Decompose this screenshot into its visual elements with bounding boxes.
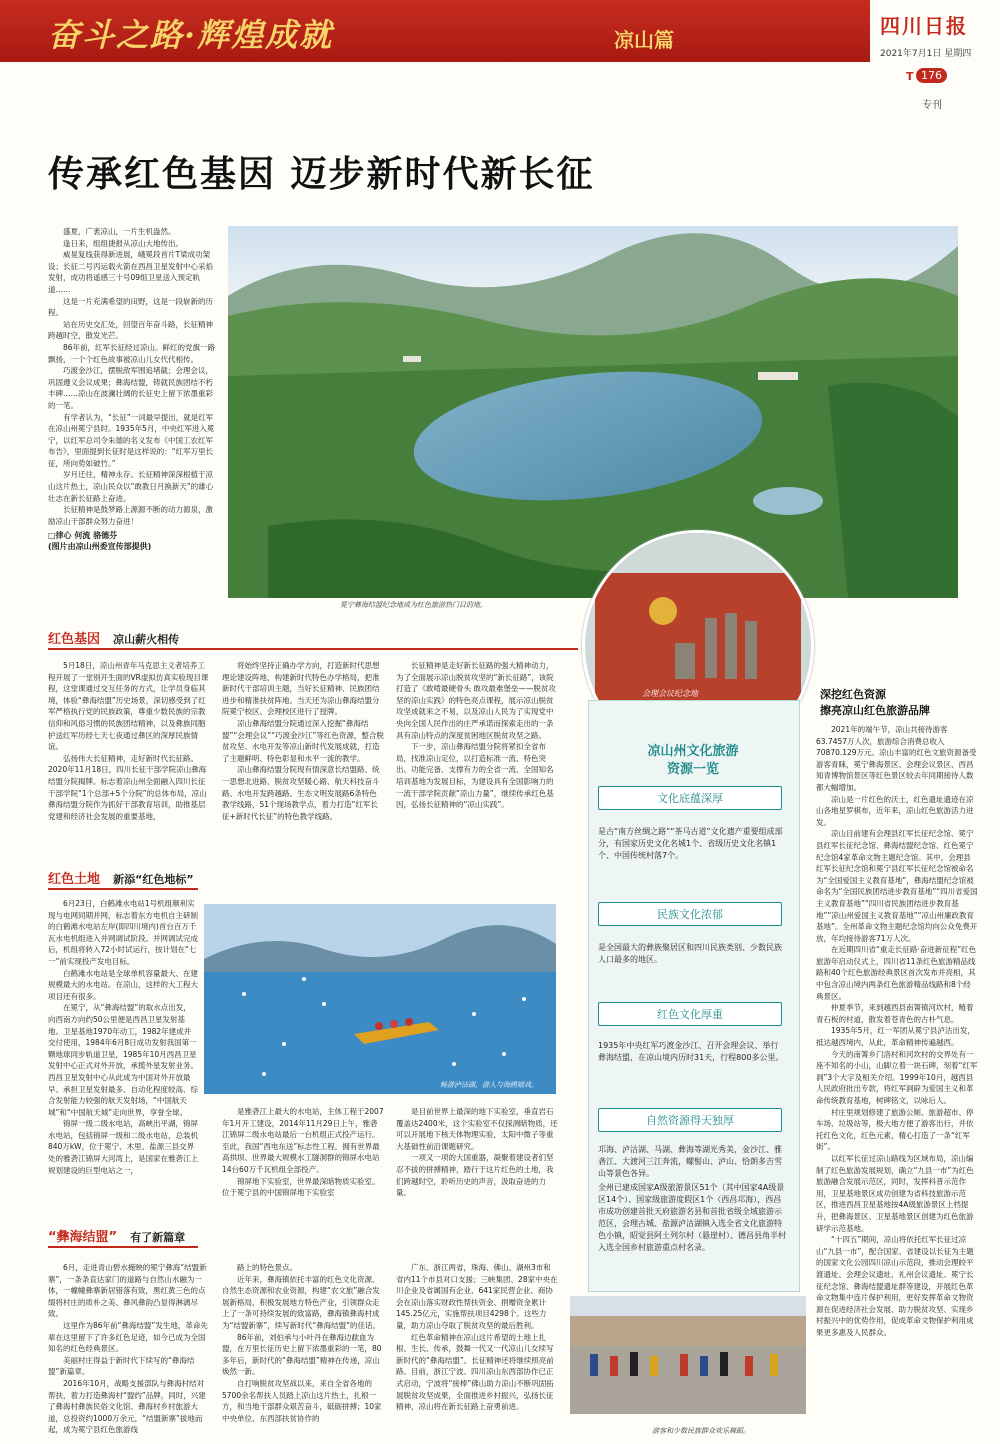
- info-pill-culture: 文化底蕴深厚: [598, 786, 782, 810]
- article-paragraph: 锦屏地下实验室，世界最深暗物质实验室。位于冕宁县的中国锦屏地下实验室: [222, 1176, 380, 1198]
- article-paragraph: 下一步，凉山彝海结盟分院将紧扣全省布局，找准凉山定位，以打造标准一流、特色突出、功能完备、支撑有力的全省一流、全国知名培训基地为发展目标，为建设具有全国影响力的一流干部学院贡献“凉山力量”，继续传承红色基因，弘扬长征精神的“凉山实践”。: [396, 742, 554, 810]
- article-paragraph: 1935年5月，红一军团从冕宁县泸沽出发，抵达越西境内，从此，革命精神传遍越西。: [816, 1026, 975, 1048]
- section-1-title: 红色基因: [48, 632, 101, 647]
- article-paragraph: 2021年的端午节，凉山共接待游客63.7457万人次，旅游综合消费总收入70870.129万元。凉山丰富的红色文旅资源备受游客青睐，冕宁彝海景区、会理会议景区、西昌知青博物馆景区等红色景区较去年同期接待人数都大幅增加。: [816, 725, 977, 792]
- s1-col2: [222, 660, 384, 822]
- s1-col1: [48, 660, 210, 822]
- article-paragraph: 凉山彝海结盟分院通过深入挖掘“彝海结盟”“会理会议”“巧渡金沙江”等红色资源，整合脱贫攻坚、水电开发等凉山新时代发展成就，打造了主题鲜明、特色彰显和水平一流的教学。: [222, 718, 384, 763]
- section-1-rule: [48, 648, 578, 650]
- s2-col1: [48, 898, 198, 1176]
- article-paragraph: 2016年10月，战略支援部队与彝海村结对帮扶，着力打造彝海村“盟约”品牌，同时，兴建了彝海村彝族民俗文化馆、彝海村乡村旅游大道，总投资约1000万余元，“结盟新寨”拔地而起，成为冕宁县红色旅游线: [48, 1378, 206, 1435]
- series-subtitle: 凉山篇: [614, 28, 674, 52]
- info-text-culture: 是古“南方丝绸之路”“茶马古道”文化遗产重要组成部分，有国家历史文化名城1个、省级历史文化名镇1个、中国传统村落7个。: [598, 827, 783, 860]
- series-title: 奋斗之路·辉煌成就: [48, 16, 334, 54]
- article-paragraph: 是雅砻江上最大的水电站，主体工程于2007年1月开工建设，2014年11月29日上午，雅砻江锦屏二级水电站最后一台机组正式投产运行。至此，我国“西电东送”标志性工程，拥有世界最高拱坝、世界最大规模水工隧洞群的锦屏水电站14台60万千瓦机组全部投产。: [222, 1107, 384, 1174]
- article-paragraph: 凉山彝海结盟分院现有情深意长结盟路、统一思想北进路、脱贫攻坚暖心路、航天科技奋斗路、水电开发跨越路、生态文明发展路6条特色教学线路，51个现场教学点，着力打造“红军长征+新时代长征”的特色教学线路。: [222, 765, 380, 821]
- section-4-heading: [820, 686, 930, 718]
- lugu-lake-photo: [204, 904, 556, 1094]
- page-number: 176: [916, 68, 947, 83]
- article-paragraph: 广东、浙江两省，珠海、佛山、湖州3市和省内11个市县对口支援；三峡集团、28家中央在川企业及省属国有企业、641家民营企业、商协会在凉山落实财政性帮扶资金、捐赠资金累计145.25亿元，实施帮扶项目4298个。这些力量，助力凉山夺取了脱贫攻坚的最后胜利。: [396, 1263, 558, 1330]
- intro-paragraph: 岁月迁往，精神永存。长征精神深深根植于凉山这片热土，凉山民众以“敢教日月换新天”的雄心壮志在新长征路上奋进。: [48, 470, 214, 503]
- article-paragraph: 锦屏一级二级水电站，高峡出平湖，锦屏水电站，包括锦屏一级和二级水电站，总装机840万kW，位于冕宁、木里、盐源三县交界处的雅砻江锦屏大河湾上，是国家在雅砻江上规划建设的巨型电站之一，: [48, 1119, 198, 1175]
- section-3-subtitle: 有了新篇章: [130, 1231, 186, 1244]
- article-paragraph: 凉山目前建有会理县红军长征纪念馆、冕宁县红军长征纪念馆、彝海结盟纪念馆、红色冕宁纪念馆4家革命文物主题纪念馆。其中，会理县红军长征纪念馆和冕宁县红军长征纪念馆被命名为“全国爱国主义教育基地”，彝海结盟纪念馆被命名为“全国民族团结进步教育基地”“四川省爱国主义教育基地”“四川省民族团结进步教育基地”“凉山州爱国主义教育基地”“凉山州廉政教育基地”。全州革命文物主题纪念馆均向公众免费开放，年均接待游客71万人次。: [816, 829, 978, 943]
- issue-date: 2021年7月1日 星期四: [880, 49, 972, 59]
- section-2-heading: [48, 868, 194, 887]
- info-pill-nature: 自然资源得天独厚: [598, 1108, 782, 1132]
- s4-column: [816, 724, 978, 1338]
- info-text-ethnic: 是全国最大的彝族聚居区和四川民族类别、少数民族人口最多的地区。: [598, 943, 782, 964]
- dance-photo-caption: 游客和少数民族群众欢乐舞蹈。: [652, 1427, 750, 1435]
- intro-paragraph: 威晃复线获得新进展，峨冕段首片T梁成功架设；长征二号丙运载火箭在西昌卫星发射中心采焰发射，成功将遥感三十号09组卫星送入预定轨道……: [48, 250, 213, 294]
- section-1-subtitle: 凉山薪火相传: [113, 633, 180, 646]
- section-2-rule: [48, 888, 198, 890]
- intro-paragraph: 盛夏，广袤凉山，一片生机盎然。: [63, 227, 176, 236]
- lake-photo-caption: 畅游泸沽湖，游人与海鸥嬉戏。: [440, 1081, 538, 1089]
- intro-paragraph: 长征精神是鼓梦路上源源不断的动力源泉，激励凉山干部群众努力奋进！: [48, 505, 213, 526]
- intro-paragraph: 86年前，红军长征经过凉山。鲜红的党旗一路飘扬，一个个红色故事被凉山儿女代代相传。: [48, 342, 216, 364]
- headline: 传承红色基因 迈步新时代新长征: [48, 154, 595, 195]
- byline: □律心 何流 骆德芬: [48, 531, 118, 541]
- intro-column: [48, 226, 218, 552]
- article-paragraph: 将始终坚持正确办学方向，打造新时代思想理论建设阵地，构建新时代特色办学格局，把准新时代干部培训主题，当好长征精神、民族团结进步和精准扶贫阵地。当天还为凉山彝海结盟分院冕宁校区、会理校区进行了授牌。: [222, 661, 380, 717]
- page-kind: 专刊: [922, 100, 942, 111]
- info-pill-red: 红色文化厚重: [598, 1002, 782, 1026]
- folk-dance-photo: [570, 1296, 806, 1414]
- article-paragraph: 今天的南箐乡门洛村和河坎村的交界处有一座不知名的小山，山脚立着一块石碑，刻着“红军洞”3个大字及相关介绍。1999年10月，越西县人民政府批出专款，将红军洞辟为爱国主义和革命传统教育基地，树碑铭文，以咏后人。: [816, 1049, 978, 1105]
- section-2-subtitle: 新添“红色地标”: [113, 873, 194, 886]
- article-paragraph: 在冕宁，从“彝海结盟”的取水点出发，向西南方向约50公里便是西昌卫星发射基地。卫星基地1970年动工，1982年建成并交付使用，1984年6月8日成功发射我国第一颗地球同步轨道卫星，1985年10月西昌卫星发射中心正式对外开放，承揽外星发射业务。西昌卫星发射中心从此成为中国对外开放最早、承担卫星发射最多、自动化程度较高、综合发射能力较强的航天发射场，“中国航天城”和“中国航天城”走向世界，享誉全球。: [48, 1003, 198, 1117]
- newspaper-name: 四川日报: [880, 14, 968, 38]
- s3-col2: [222, 1262, 384, 1424]
- main-photo-caption: 冕宁彝海结盟纪念地成为红色旅游热门目的地。: [340, 601, 487, 609]
- section-3-title: “彝海结盟”: [48, 1230, 118, 1245]
- article-paragraph: 红色革命精神在凉山这片希望的土地上扎根、生长、传承，鼓舞一代又一代凉山儿女续写新时代的“彝海结盟”。长征精神还将继续照亮前路。目前，浙江宁波、四川凉山东西部协作已正式启动，宁波将“接棒”佛山助力凉山不断巩固拓展脱贫攻坚成果，全面推进乡村振兴，弘扬长征精神，凉山将在新长征路上奋勇前进。: [396, 1332, 554, 1412]
- page-prefix: T: [906, 70, 914, 83]
- s2-col2: [222, 1106, 384, 1199]
- monument-label: 会理会议纪念地: [642, 689, 698, 698]
- article-paragraph: 近年来，彝海镇依托丰富的红色文化资源、自然生态资源和农业资源，构建“农文旅”融合发展新格局，积极发展地方特色产业，引领群众走上了一条可持续发展的致富路，彝海镇彝海村成为“结盟新寨”，续写新时代“彝海结盟”的佳话。: [222, 1274, 381, 1330]
- lake-aerial-photo: [228, 226, 958, 598]
- article-paragraph: 5月18日，凉山州青年马克思主义者培养工程开展了一堂别开生面的VR虚拟仿真实验现目课程，这堂课通过交互任务的方式，让学员身临其境，体验“彝海结盟”历史场景，深切感受到了红军严格执行党的民族政策，尊重少数民族的宗教信仰和风俗习惯的民族团结精神，以及彝族同胞护送红军历经七天七夜通过彝区的深厚民族情谊。: [48, 661, 209, 752]
- intro-paragraph: 逢日来，组组捷报从凉山大地传出。: [63, 238, 183, 248]
- section-3-heading: [48, 1226, 185, 1245]
- intro-paragraph: 这是一片充满希望的田野，这是一段崭新的历程。: [48, 296, 213, 318]
- article-paragraph: 一项又一项的大国重器，凝聚着建设者们坚忍不拔的拼搏精神，踏行于这片红色的土地，我们跨越时空，聆听历史的声音，汲取奋进的力量。: [396, 1153, 554, 1198]
- section-4-title-1: 深挖红色资源: [820, 688, 886, 701]
- section-1-heading: [48, 628, 179, 647]
- article-paragraph: 自打响脱贫攻坚战以来，来自全省各地的5700余名帮扶人员踏上凉山这片热土，扎根一方，和当地干部群众艰苦奋斗，砥砺拼搏；10家中央单位、东西部扶贫协作的: [222, 1378, 382, 1423]
- main-photo: [228, 226, 958, 598]
- photo-credit: (图片由凉山州委宣传部提供): [48, 542, 152, 552]
- s3-col1: [48, 1262, 210, 1436]
- article-paragraph: 这里作为86年前“彝海结盟”发生地，革命先辈在这里留下了许多红色足迹，如今已成为全国知名的红色经典景区。: [48, 1320, 208, 1354]
- info-box-title-1: 凉山州文化旅游: [647, 744, 739, 759]
- dance-photo: [570, 1296, 806, 1414]
- section-4-title-2: 擦亮凉山红色旅游品牌: [820, 704, 930, 717]
- article-paragraph: 是目前世界上最深的地下实验室，垂直岩石覆盖达2400米，这个实验室不仅探测暗物质，还可以开展地下核天体物理实验，太阳中微子等重大基础性前沿课题研究。: [396, 1107, 558, 1151]
- article-paragraph: 美丽村庄得益于新时代下续写的“彝海结盟”新篇章。: [48, 1355, 195, 1377]
- info-pill-ethnic: 民族文化浓郁: [598, 902, 782, 926]
- info-text-tourism: 全州已建成国家A级旅游景区51个（其中国家4A级景区14个）、国家级旅游度假区1个（西昌邛海），西昌市成功创建首批天府旅游名县和首批省级全域旅游示范区，会理古城、盐源泸沽湖镇入选全省文化旅游特色小镇，昭觉县阿土列尔村（悬崖村）、德昌县角半村入选全国乡村旅游重点村名录。: [598, 1183, 786, 1252]
- article-paragraph: 村庄里规划修建了旅游公厕、旅游超市、停车场、垃圾站等，极大地方便了游客出行，并依托红色文化，红色元素，精心打造了一条“红军街”。: [816, 1107, 974, 1152]
- info-box-title-2: 资源一览: [666, 762, 719, 777]
- section-2-title: 红色土地: [48, 872, 101, 887]
- article-paragraph: 仲夏季节，来到越西县南箐镇河坎村，鲢着青石板的村道，散发着苍青色的古朴气息。: [816, 1003, 974, 1024]
- article-paragraph: 6月23日，白鹤滩水电站1号机组顺利实现与电网同期并网，标志着东方电机自主研制的白鹤滩水电站左岸(即四川境内)首台百万千瓦水电机组进入并网调试阶段。并网调试完成后，机组将转入72小时试运行，按计划在“七一”前实现投产发电目标。: [48, 899, 198, 966]
- article-paragraph: 6月，走进青山碧水掩映的冕宁彝海“结盟新寨”，一条条直达家门的道路与自然山水融为一体，一幢幢彝寨新居错落有致，黑红黄三色的点缀将村庄的质朴之美、彝风彝韵凸显得淋漓尽致。: [48, 1263, 207, 1319]
- section-3-rule: [48, 1246, 198, 1248]
- article-paragraph: 长征精神是走好新长征路的强大精神动力，为了全面展示凉山脱贫攻坚的“新长征路”，该院打造了《敢啃最硬骨头 敢攻最难堡垒——脱贫攻坚的凉山实践》的特色亮点课程，展示凉山脱贫攻坚成就来之不易，以及凉山人民为了实现党中央向全国人民作出的庄严承诺而探索走出的一条具有凉山特点的深度贫困地区脱贫攻坚之路。: [396, 661, 556, 740]
- intro-paragraph: 巧渡金沙江，摆脱敌军围追堵截；会理会议，巩固遵义会议成果；彝海结盟，铸就民族团结不朽丰碑……凉山在波澜壮阔的长征史上留下浓墨重彩的一笔。: [48, 366, 213, 410]
- s1-col3: [396, 660, 558, 811]
- info-text-nature: 邛海、泸沽湖、马湖、彝海等湖光秀美，金沙江、雅砻江、大渡河三江奔流，螺髻山、泸山、恰朗多吉雪山等景色各异。: [598, 1145, 782, 1178]
- article-paragraph: 凉山是一片红色的沃土，红色遗址遗迹在凉山各地星罗棋布，近年来，凉山红色旅游活力迸发。: [816, 794, 974, 827]
- info-text-red: 1935年中央红军巧渡金沙江、召开会理会议、举行彝海结盟，在凉山境内历时31天，行程800多公里。: [598, 1041, 784, 1062]
- article-paragraph: 在近期四川省“重走长征路·奋进新征程”红色旅游年启动仪式上，四川省11条红色旅游精品线路和40个红色旅游经典景区首次发布并亮相，其中包含凉山境内两条红色旅游精品线路和8个经典景区。: [816, 945, 977, 1001]
- s3-col3: [396, 1262, 558, 1413]
- article-paragraph: 86年前，刘伯承与小叶丹在彝海边歃血为盟，在万里长征历史上留下浓墨重彩的一笔，80多年后，新时代的“彝海结盟”精神在传递，凉山焕然一新。: [222, 1332, 382, 1377]
- article-paragraph: “十四五”期间，凉山将依托红军长征过凉山“九县一市”，配合国家、省建设以长征为主题的国家文化公园四川凉山示范段，推动会理皎平渡遗址、会理会议遗址、礼州会议遗址、冕宁长征纪念馆、彝海结盟遗址群等建设，开展红色革命文物集中连片保护利用，更好发挥革命文物资源在促进经济社会发展、助力脱贫攻坚、实现乡村振兴中的优势作用，促成革命文物保护利用成果更多惠及人民群众。: [816, 1235, 974, 1337]
- lake-photo: [204, 904, 556, 1094]
- intro-paragraph: 有学者认为，“长征”一词最早提出，就是红军在凉山州冕宁县时。1935年5月，中央红军进入冕宁，以红军总司令朱德的名义发布《中国工农红军布告》，里面提到长征时是这样说的：“红军万里长征，所向势如破竹。”: [48, 412, 215, 468]
- article-paragraph: 弘扬伟大长征精神，走好新时代长征路。2020年11月18日，四川长征干部学院凉山彝海结盟分院揭牌。标志着凉山州全面融入四川长征干部学院“1个总部+5个分院”的总体布局，凉山彝海结盟分院作为抓好干部教育培训，助推基层党建和经济社会发展的重要基地，: [48, 753, 207, 821]
- article-paragraph: 以红军长征过凉山路线为区域布局，凉山编制了红色旅游发展规划，确立“九县一市”为红色旅游融合发展示范区，同时，发挥科普示范作用，卫星基地景区成功创建为省科技旅游示范区，推进西昌卫星基地按4A级旅游景区上档提升，把彝海景区、卫星基地景区创建为红色旅游研学示范基地。: [816, 1153, 974, 1233]
- article-paragraph: 路上的特色景点。: [237, 1263, 297, 1272]
- intro-paragraph: 站在历史交汇处，回望百年奋斗路，长征精神跨越时空，散发光芒。: [48, 319, 213, 341]
- article-paragraph: 白鹤滩水电站是全球单机容量最大、在建规模最大的水电站。在凉山，这样的大工程大项目还有很多。: [48, 968, 198, 1001]
- s2-col3: [396, 1106, 558, 1199]
